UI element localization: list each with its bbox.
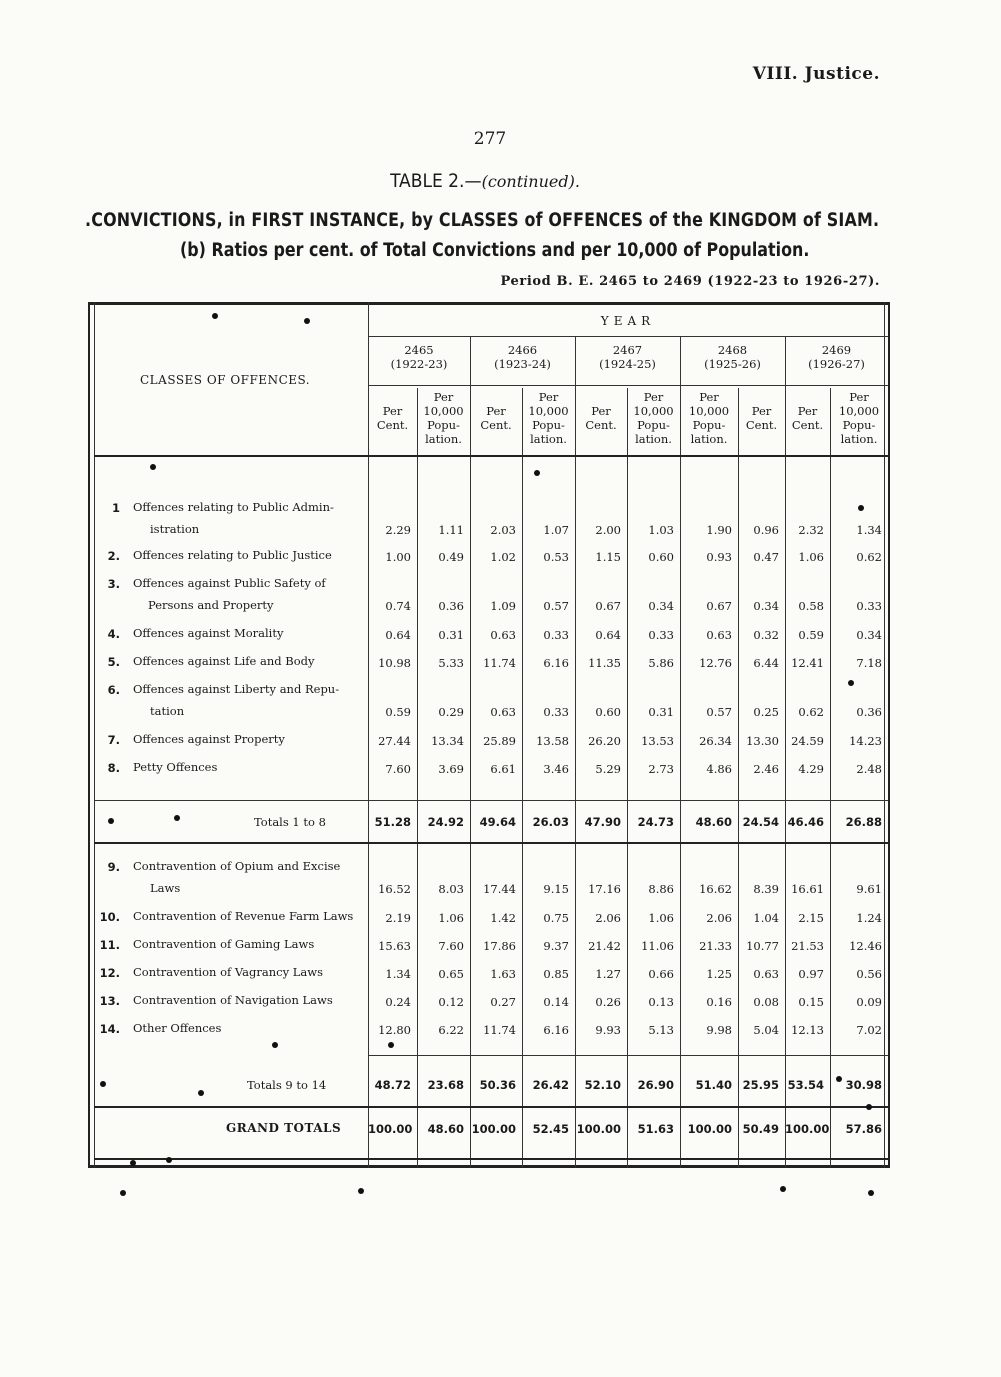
value-cell: 0.29 [438,705,464,719]
year-header-2468 [680,343,785,371]
value-cell: 47.90 [584,815,621,829]
year-header-2467 [575,343,680,371]
value-cell: 12.76 [699,656,732,670]
value-cell: 11.06 [641,939,674,953]
print-speck [388,1042,394,1048]
value-cell: 1.25 [706,967,732,981]
value-cell: 52.10 [584,1078,621,1092]
row-number: 9. [107,860,120,874]
value-cell: 0.57 [543,599,569,613]
value-cell: 0.64 [595,628,621,642]
value-cell: 7.60 [385,762,411,776]
value-cell: 10.77 [746,939,779,953]
value-cell: 0.85 [543,967,569,981]
row-label: Offences against Morality [133,626,284,640]
value-cell: 0.24 [385,995,411,1009]
value-cell: 14.23 [849,734,882,748]
value-cell: 4.86 [706,762,732,776]
value-cell: 1.24 [856,911,882,925]
value-cell: 6.61 [490,762,516,776]
value-cell: 5.33 [438,656,464,670]
value-cell: 0.49 [438,550,464,564]
value-cell: 15.63 [378,939,411,953]
value-cell: 1.15 [595,550,621,564]
value-cell: 0.62 [798,705,824,719]
value-cell: 8.39 [753,882,779,896]
value-cell: 50.49 [742,1122,779,1136]
value-cell: 9.61 [856,882,882,896]
value-cell: 1.03 [648,523,674,537]
value-cell: 0.66 [648,967,674,981]
row-label: Contravention of Gaming Laws [133,937,315,951]
row-number: 1 [111,501,120,515]
value-cell: 26.34 [699,734,732,748]
value-cell: 13.34 [431,734,464,748]
grid-vline [680,336,681,1168]
value-cell: 1.11 [438,523,464,537]
print-speck [848,680,854,686]
value-cell: 1.04 [753,911,779,925]
grid-hline [94,1158,888,1160]
year-be: 2467 [612,343,643,357]
value-cell: 21.53 [791,939,824,953]
year-ad: (1924-25) [599,357,656,371]
value-cell: 0.53 [543,550,569,564]
value-cell: 1.06 [798,550,824,564]
print-speck [358,1188,364,1194]
value-cell: 46.46 [787,815,824,829]
value-cell: 1.27 [595,967,621,981]
value-cell: 2.06 [706,911,732,925]
year-ad: (1925-26) [704,357,761,371]
value-cell: 0.93 [706,550,732,564]
row-label: Contravention of Opium and Excise [133,859,341,873]
grid-hline [94,800,888,801]
print-speck [150,464,156,470]
row-number: 2. [107,549,120,563]
value-cell: 24.92 [427,815,464,829]
grid-vline [738,388,739,1168]
value-cell: 51.28 [374,815,411,829]
value-cell: 6.44 [753,656,779,670]
value-cell: 9.37 [543,939,569,953]
row-label: Offences against Public Safety of [133,576,326,590]
subcol-header: Per Cent. [791,404,824,432]
row-label: Contravention of Revenue Farm Laws [133,909,354,923]
period-line: Period B. E. 2465 to 2469 (1922-23 to 1926-27). [500,274,880,289]
table-continued: (continued). [481,172,580,191]
grid-hline [94,842,888,844]
value-cell: 11.35 [588,656,621,670]
value-cell: 100.00 [471,1122,516,1136]
value-cell: 1.02 [490,550,516,564]
row-label-cont: Laws [150,881,181,895]
print-speck [272,1042,278,1048]
grid-hline [94,455,888,457]
value-cell: 5.13 [648,1023,674,1037]
value-cell: 17.44 [483,882,516,896]
value-cell: 0.26 [595,995,621,1009]
classes-header: CLASSES OF OFFENCES. [140,373,311,387]
value-cell: 0.65 [438,967,464,981]
value-cell: 7.18 [856,656,882,670]
subcol-header: Per Cent. [745,404,778,432]
grand-totals-label: GRAND TOTALS [226,1121,342,1135]
grid-vline [785,336,786,1168]
subcol-header: Per Cent. [376,404,409,432]
value-cell: 0.63 [706,628,732,642]
value-cell: 0.56 [856,967,882,981]
print-speck [866,1104,872,1110]
row-label: Offences against Liberty and Repu- [133,682,340,696]
print-speck [868,1190,874,1196]
value-cell: 3.69 [438,762,464,776]
value-cell: 12.41 [791,656,824,670]
page-number: 277 [473,129,507,149]
row-number: 4. [107,627,120,641]
value-cell: 0.34 [648,599,674,613]
year-header-2469 [785,343,888,371]
grid-vline [575,336,576,1168]
value-cell: 48.60 [695,815,732,829]
value-cell: 0.34 [753,599,779,613]
subcol-header: Per 10,000 Popu- lation. [838,390,880,446]
row-label: Offences against Life and Body [133,654,315,668]
subcol-header: Per 10,000 Popu- lation. [688,390,730,446]
row-label-cont: tation [150,704,185,718]
value-cell: 0.96 [753,523,779,537]
value-cell: 1.06 [648,911,674,925]
row-number: 14. [99,1022,120,1036]
value-cell: 1.09 [490,599,516,613]
value-cell: 52.45 [532,1122,569,1136]
row-label: Offences against Property [133,732,285,746]
grid-vline [470,336,471,1168]
value-cell: 0.97 [798,967,824,981]
value-cell: 26.88 [845,815,882,829]
subcol-header: Per 10,000 Popu- lation. [423,390,464,446]
print-speck [174,815,180,821]
value-cell: 0.64 [385,628,411,642]
grid-vline [627,388,628,1168]
value-cell: 7.02 [856,1023,882,1037]
value-cell: 1.00 [385,550,411,564]
grid-hline [94,1106,888,1108]
section-heading: VIII. Justice. [752,64,880,84]
print-speck [100,1081,106,1087]
value-cell: 2.03 [490,523,516,537]
value-cell: 2.19 [385,911,411,925]
value-cell: 53.54 [787,1078,824,1092]
value-cell: 57.86 [845,1122,882,1136]
value-cell: 0.63 [753,967,779,981]
value-cell: 4.29 [798,762,824,776]
value-cell: 2.48 [856,762,882,776]
value-cell: 0.33 [648,628,674,642]
value-cell: 0.57 [706,705,732,719]
grid-vline [830,388,831,1168]
print-speck [120,1190,126,1196]
value-cell: 5.29 [595,762,621,776]
value-cell: 0.31 [438,628,464,642]
row-label: Contravention of Vagrancy Laws [133,965,323,979]
year-header-2465 [368,343,470,371]
value-cell: 100.00 [785,1122,830,1136]
value-cell: 10.98 [378,656,411,670]
value-cell: 0.12 [438,995,464,1009]
grid-hline [368,336,888,337]
value-cell: 0.60 [595,705,621,719]
row-number: 5. [107,655,120,669]
print-speck [108,818,114,824]
value-cell: 12.46 [849,939,882,953]
grid-hline [368,1055,888,1056]
row-number: 12. [99,966,120,980]
value-cell: 100.00 [368,1122,413,1136]
print-speck [780,1186,786,1192]
value-cell: 6.22 [438,1023,464,1037]
value-cell: 8.03 [438,882,464,896]
row-number: 3. [107,577,120,591]
value-cell: 25.89 [483,734,516,748]
value-cell: 0.60 [648,550,674,564]
row-number: 6. [107,683,120,697]
value-cell: 0.74 [385,599,411,613]
value-cell: 0.13 [648,995,674,1009]
value-cell: 0.59 [798,628,824,642]
value-cell: 0.63 [490,628,516,642]
value-cell: 0.36 [856,705,882,719]
value-cell: 100.00 [687,1122,732,1136]
value-cell: 5.86 [648,656,674,670]
row-number: 10. [99,910,120,924]
subcol-header: Per 10,000 Popu- lation. [633,390,674,446]
value-cell: 26.90 [637,1078,674,1092]
value-cell: 1.90 [706,523,732,537]
value-cell: 26.03 [532,815,569,829]
value-cell: 48.72 [374,1078,411,1092]
year-ad: (1923-24) [494,357,551,371]
value-cell: 0.47 [753,550,779,564]
grid-vline [417,388,418,1168]
value-cell: 100.00 [576,1122,621,1136]
value-cell: 21.33 [699,939,732,953]
year-be: 2465 [404,343,434,357]
value-cell: 0.67 [595,599,621,613]
row-label: Contravention of Navigation Laws [133,993,333,1007]
value-cell: 5.04 [753,1023,779,1037]
subcol-header: Per 10,000 Popu- lation. [528,390,569,446]
value-cell: 7.60 [438,939,464,953]
value-cell: 50.36 [479,1078,516,1092]
value-cell: 17.86 [483,939,516,953]
value-cell: 0.33 [543,705,569,719]
year-be: 2469 [821,343,852,357]
value-cell: 13.58 [536,734,569,748]
totals-a-label: Totals 1 to 8 [254,815,326,829]
value-cell: 0.14 [543,995,569,1009]
value-cell: 16.61 [791,882,824,896]
value-cell: 11.74 [483,656,516,670]
table-title: .CONVICTIONS, in FIRST INSTANCE, by CLASSES of OFFENCES of the KINGDOM of SIAM. [85,210,880,231]
value-cell: 0.36 [438,599,464,613]
print-speck [836,1076,842,1082]
value-cell: 0.59 [385,705,411,719]
value-cell: 27.44 [378,734,411,748]
value-cell: 1.63 [490,967,516,981]
value-cell: 8.86 [648,882,674,896]
value-cell: 25.95 [742,1078,779,1092]
grid-hline [368,385,888,386]
subcol-header: Per Cent. [480,404,512,432]
value-cell: 0.58 [798,599,824,613]
value-cell: 1.42 [490,911,516,925]
year-be: 2466 [507,343,538,357]
print-speck [858,505,864,511]
value-cell: 9.93 [595,1023,621,1037]
value-cell: 13.53 [641,734,674,748]
value-cell: 2.15 [798,911,824,925]
value-cell: 17.16 [588,882,621,896]
row-label: Offences relating to Public Admin- [133,500,334,514]
value-cell: 12.80 [378,1023,411,1037]
value-cell: 2.73 [648,762,674,776]
value-cell: 24.59 [791,734,824,748]
print-speck [304,318,310,324]
value-cell: 21.42 [588,939,621,953]
row-label: Offences relating to Public Justice [133,548,332,562]
value-cell: 0.33 [856,599,882,613]
row-number: 11. [99,938,120,952]
value-cell: 0.27 [490,995,516,1009]
value-cell: 13.30 [746,734,779,748]
value-cell: 0.31 [648,705,674,719]
row-label: Other Offences [133,1021,222,1035]
row-label-cont: Persons and Property [148,598,274,612]
value-cell: 0.62 [856,550,882,564]
print-speck [166,1157,172,1163]
value-cell: 0.08 [753,995,779,1009]
value-cell: 0.16 [706,995,732,1009]
totals-b-label: Totals 9 to 14 [247,1078,327,1092]
table-label-text: TABLE 2.— [390,170,482,192]
value-cell: 2.46 [753,762,779,776]
print-speck [212,313,218,319]
value-cell: 1.34 [856,523,882,537]
value-cell: 51.40 [695,1078,732,1092]
subcol-header: Per Cent. [585,404,617,432]
value-cell: 30.98 [845,1078,882,1092]
value-cell: 9.15 [543,882,569,896]
year-ad: (1922-23) [390,357,448,371]
value-cell: 2.00 [595,523,621,537]
value-cell: 0.34 [856,628,882,642]
value-cell: 26.42 [532,1078,569,1092]
value-cell: 48.60 [427,1122,464,1136]
row-number: 8. [107,761,120,775]
value-cell: 6.16 [543,656,569,670]
row-number: 13. [99,994,120,1008]
value-cell: 1.07 [543,523,569,537]
table-label [0,170,970,192]
row-label: Petty Offences [133,760,218,774]
value-cell: 11.74 [483,1023,516,1037]
print-speck [534,470,540,476]
value-cell: 0.15 [798,995,824,1009]
value-cell: 9.98 [706,1023,732,1037]
value-cell: 0.09 [856,995,882,1009]
value-cell: 2.06 [595,911,621,925]
year-header-2466 [470,343,575,371]
value-cell: 0.33 [543,628,569,642]
table-subtitle: (b) Ratios per cent. of Total Convictions and per 10,000 of Population. [180,240,810,261]
value-cell: 24.54 [742,815,779,829]
year-be: 2468 [717,343,748,357]
value-cell: 0.75 [543,911,569,925]
value-cell: 24.73 [637,815,674,829]
value-cell: 1.06 [438,911,464,925]
value-cell: 0.67 [706,599,732,613]
value-cell: 51.63 [637,1122,674,1136]
value-cell: 2.29 [385,523,411,537]
row-number: 7. [107,733,120,747]
value-cell: 26.20 [588,734,621,748]
value-cell: 0.32 [753,628,779,642]
value-cell: 6.16 [543,1023,569,1037]
value-cell: 3.46 [543,762,569,776]
value-cell: 2.32 [798,523,824,537]
year-header: YEAR [600,314,656,328]
value-cell: 16.52 [378,882,411,896]
value-cell: 12.13 [791,1023,824,1037]
value-cell: 0.25 [753,705,779,719]
year-ad: (1926-27) [808,357,865,371]
print-speck [198,1090,204,1096]
print-speck [130,1160,136,1166]
row-label-cont: istration [150,522,200,536]
value-cell: 1.34 [385,967,411,981]
value-cell: 16.62 [699,882,732,896]
grid-vline [522,388,523,1168]
value-cell: 0.63 [490,705,516,719]
value-cell: 23.68 [427,1078,464,1092]
value-cell: 49.64 [479,815,516,829]
